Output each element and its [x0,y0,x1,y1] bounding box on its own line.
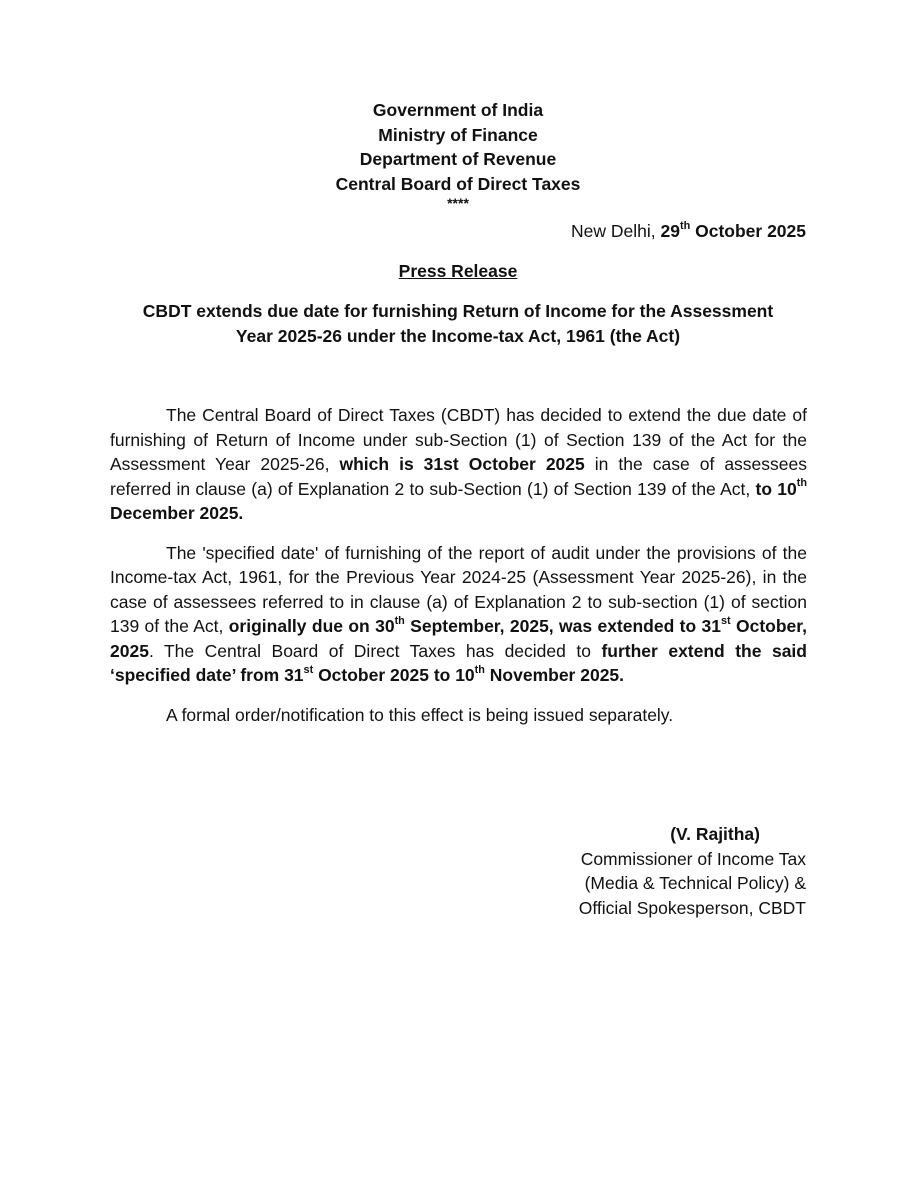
extended-date-suffix: st [720,614,731,627]
letterhead-board: Central Board of Direct Taxes [335,173,581,194]
letterhead [0,98,916,210]
dateline-place: New Delhi, [571,221,661,241]
signatory-designation-1: Commissioner of Income Tax [580,848,806,869]
headline-line-2: Year 2025-26 under the Income-tax Act, 1961 (the Act) [235,325,681,346]
paragraph-1 [110,403,807,526]
dateline-day: 29 [660,221,680,241]
further-extend-suffix-2: th [474,663,485,676]
paragraph-2-text: The 'specified date' of furnishing of the report of audit under the provisions of the Income-tax Act, 1961, for the Previous Year 2024-25 (Assessment Year 2025-26), in the case of assessees referred to in clause (a) of Explanation 2 to sub-section (1) of section 139 of the Act, [110,542,807,636]
further-extend-part-2: October 2025 to 10 [313,665,475,685]
dateline-month-year: October 2025 [690,221,806,241]
body-text [110,403,807,742]
new-date-rest: December 2025. [110,503,244,523]
extended-date-part: September, 2025, was extended to 31 [404,616,721,636]
letterhead-ministry: Ministry of Finance [378,124,538,145]
paragraph-3: A formal order/notification to this effect is being issued separately. [166,704,674,725]
headline [100,299,816,348]
paragraph-2-text-2: . The Central Board of Direct Taxes has decided to [148,640,602,661]
original-date-suffix: th [394,614,405,627]
extended-date-rest: October, 2025 [110,616,807,661]
signatory-designation-2: (Media & Technical Policy) & [584,873,806,893]
further-extend-part: further extend the said ‘specified date’ from 31 [110,640,807,685]
document-title: Press Release [398,261,518,281]
signatory-designation-3: Official Spokesperson, CBDT [578,897,806,918]
dateline-date [661,221,806,241]
signatory-name: (V. Rajitha) [670,824,760,844]
signature-block [579,822,806,920]
further-extend-rest: November 2025. [484,665,625,685]
paragraph-1-text: The Central Board of Direct Taxes (CBDT) has decided to extend the due date of furnishing of Return of Income under sub-Section (1) of Section 139 of the Act for the Assessment Year 2025-26, [110,405,807,474]
letterhead-separator: **** [447,195,469,211]
further-extend-suffix: st [303,663,314,676]
paragraph-1-text-2: in the case of assessees referred in clause (a) of Explanation 2 to sub-Section (1) of Section 139 of the Act, [110,454,808,499]
headline-line-1: CBDT extends due date for furnishing Return of Income for the Assessment [142,301,774,321]
letterhead-department: Department of Revenue [359,149,557,169]
original-date-part: originally due on 30 [228,616,395,636]
dateline-day-suffix: th [680,219,691,232]
letterhead-government: Government of India [372,100,544,120]
new-date-part: to 10 [755,478,797,499]
paragraph-2 [110,541,807,688]
paragraph-1-bold-date: which is 31st October 2025 [339,454,585,474]
dateline [571,220,806,242]
new-date-suffix: th [796,477,807,490]
